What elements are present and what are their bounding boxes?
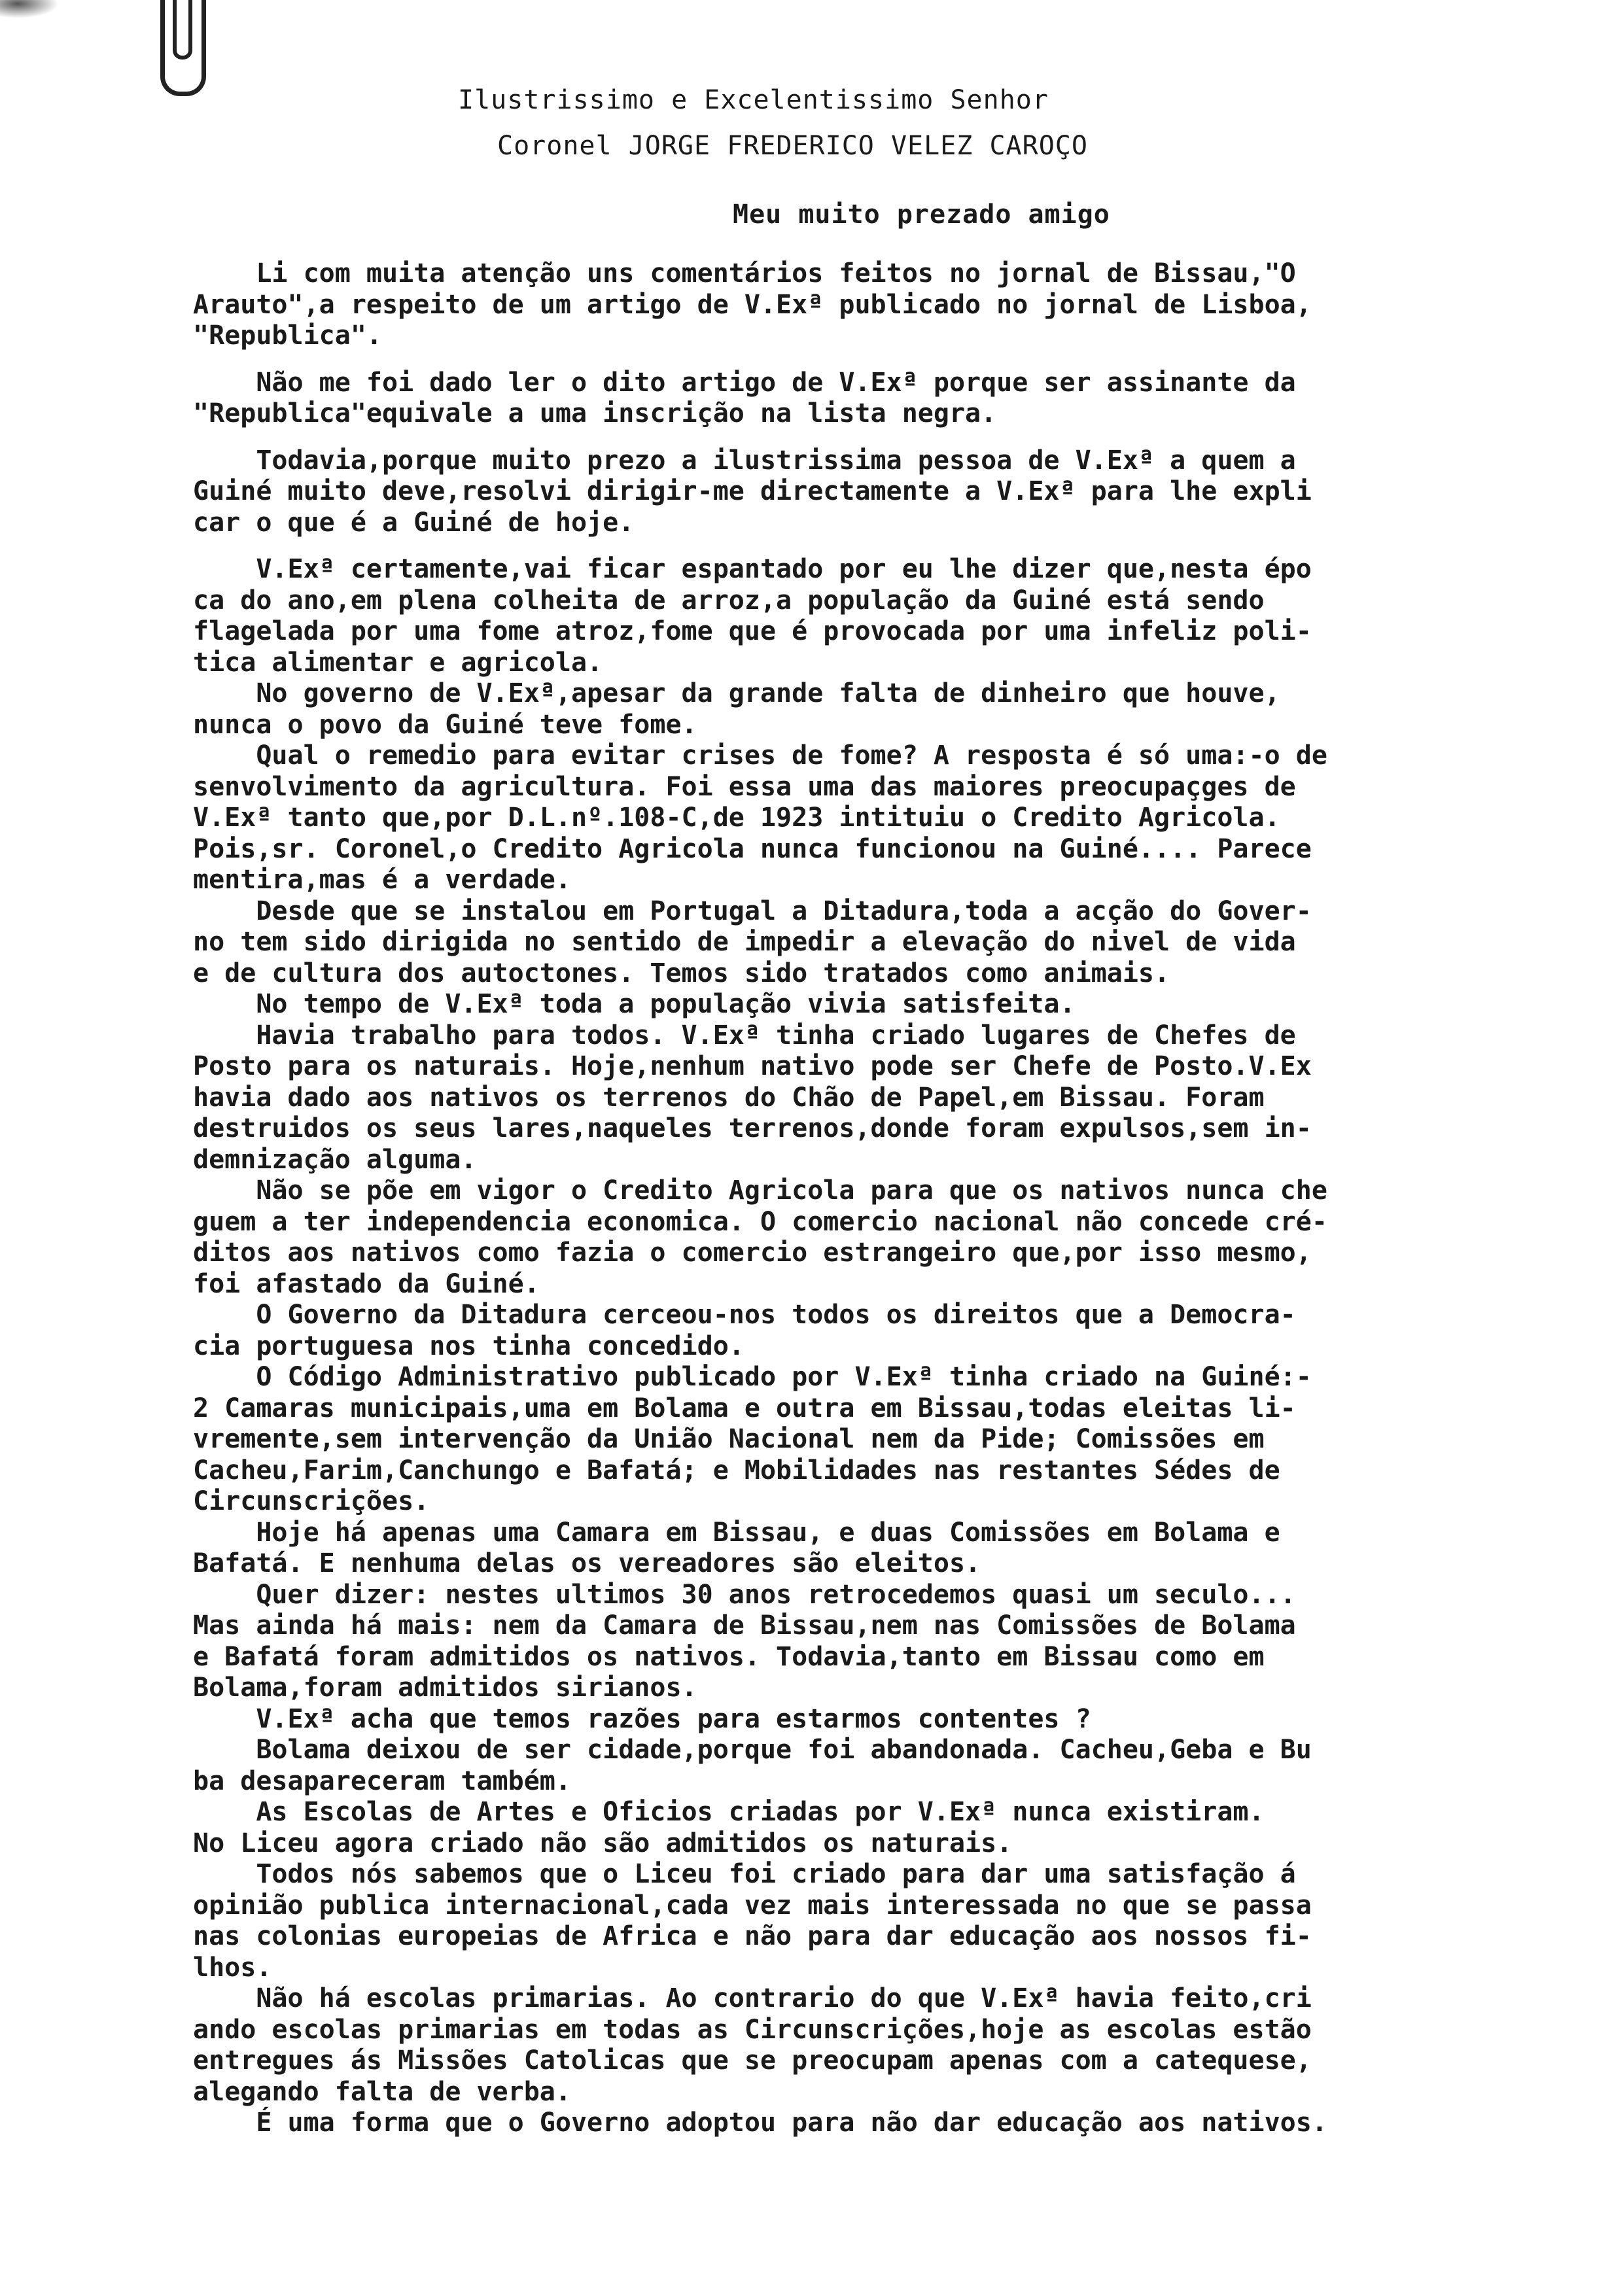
text-line: Não me foi dado ler o dito artigo de V.Exª porque ser assinante da xyxy=(193,367,1296,398)
text-line: e Bafatá foram admitidos os nativos. Todavia,tanto em Bissau como em xyxy=(193,1641,1265,1672)
text-line: ditos aos nativos como fazia o comercio estrangeiro que,por isso mesmo, xyxy=(193,1238,1312,1268)
text-line: No tempo de V.Exª toda a população vivia satisfeita. xyxy=(193,989,1076,1019)
letter-body xyxy=(193,258,1580,2139)
text-line: Bolama deixou de ser cidade,porque foi abandonada. Cacheu,Geba e Bu xyxy=(193,1735,1312,1765)
text-line: vremente,sem intervenção da União Nacional nem da Pide; Comissões em xyxy=(193,1424,1265,1454)
text-line: "Republica"equivale a uma inscrição na lista negra. xyxy=(193,398,997,428)
text-line: ca do ano,em plena colheita de arroz,a população da Guiné está sendo xyxy=(193,585,1265,616)
text-line: Quer dizer: nestes ultimos 30 anos retrocedemos quasi um seculo... xyxy=(193,1579,1296,1610)
paragraph xyxy=(193,740,1580,896)
text-line: ba desapareceram também. xyxy=(193,1765,571,1796)
text-line: ando escolas primarias em todas as Circunscrições,hoje as escolas estão xyxy=(193,2014,1312,2045)
text-line: alegando falta de verba. xyxy=(193,2076,571,2107)
text-line: Todavia,porque muito prezo a ilustrissima pessoa de V.Exª a quem a xyxy=(193,445,1296,476)
text-line: e de cultura dos autoctones. Temos sido tratados como animais. xyxy=(193,958,1170,988)
text-line: Não se põe em vigor o Credito Agricola para que os nativos nunca che xyxy=(193,1175,1327,1206)
text-line: destruidos os seus lares,naqueles terrenos,donde foram expulsos,sem in- xyxy=(193,1113,1312,1143)
greeting: Meu muito prezado amigo xyxy=(733,200,1110,230)
text-line: nas colonias europeias de Africa e não para dar educação aos nossos fi- xyxy=(193,1921,1312,1951)
text-line: Cacheu,Farim,Canchungo e Bafatá; e Mobilidades nas restantes Sédes de xyxy=(193,1455,1280,1486)
paragraph xyxy=(193,989,1580,1020)
text-line: 2 Camaras municipais,uma em Bolama e outra em Bissau,todas eleitas li- xyxy=(193,1393,1296,1423)
paragraph xyxy=(193,1020,1580,1176)
text-line: Li com muita atenção uns comentários feitos no jornal de Bissau,"O xyxy=(193,258,1296,288)
text-line: opinião publica internacional,cada vez mais interessada no que se passa xyxy=(193,1890,1312,1921)
text-line: Posto para os naturais. Hoje,nenhum nativo pode ser Chefe de Posto.V.Ex xyxy=(193,1051,1312,1081)
text-line: No Liceu agora criado não são admitidos os naturais. xyxy=(193,1828,1013,1858)
paper-clip-icon xyxy=(160,0,206,96)
paragraph xyxy=(193,1797,1580,1859)
text-line: foi afastado da Guiné. xyxy=(193,1268,540,1299)
text-line: Mas ainda há mais: nem da Camara de Bissau,nem nas Comissões de Bolama xyxy=(193,1610,1296,1641)
text-line: Não há escolas primarias. Ao contrario do que V.Exª havia feito,cri xyxy=(193,1983,1312,2013)
text-line: mentira,mas é a verdade. xyxy=(193,865,571,895)
text-line: Qual o remedio para evitar crises de fome? A resposta é só uma:-o de xyxy=(193,740,1327,771)
paragraph xyxy=(193,678,1580,740)
paragraph xyxy=(193,1300,1580,1362)
addressee: Coronel JORGE FREDERICO VELEZ CAROÇO xyxy=(497,131,1088,161)
paragraph xyxy=(193,1983,1580,2108)
text-line: V.Exª certamente,vai ficar espantado por eu lhe dizer que,nesta épo xyxy=(193,554,1312,584)
scan-smudge xyxy=(0,0,59,18)
text-line: guem a ter independencia economica. O comercio nacional não concede cré- xyxy=(193,1206,1327,1237)
paragraph xyxy=(193,1859,1580,1983)
text-line: Circunscrições. xyxy=(193,1486,430,1516)
text-line: No governo de V.Exª,apesar da grande falta de dinheiro que houve, xyxy=(193,678,1280,708)
text-line: havia dado aos nativos os terrenos do Chão de Papel,em Bissau. Foram xyxy=(193,1082,1265,1113)
paragraph xyxy=(193,1175,1580,1300)
text-line: As Escolas de Artes e Oficios criadas por V.Exª nunca existiram. xyxy=(193,1797,1265,1827)
text-line: cia portuguesa nos tinha concedido. xyxy=(193,1331,745,1361)
text-line: tica alimentar e agricola. xyxy=(193,647,603,678)
text-line: V.Exª acha que temos razões para estarmos contentes ? xyxy=(193,1703,1091,1734)
paragraph xyxy=(193,1518,1580,1580)
paragraph xyxy=(193,445,1580,539)
text-line: senvolvimento da agricultura. Foi essa uma das maiores preocupaçges de xyxy=(193,771,1296,802)
paragraph xyxy=(193,896,1580,990)
paragraph xyxy=(193,258,1580,352)
paragraph xyxy=(193,554,1580,678)
paragraph xyxy=(193,368,1580,430)
text-line: Havia trabalho para todos. V.Exª tinha criado lugares de Chefes de xyxy=(193,1020,1296,1051)
text-line: Todos nós sabemos que o Liceu foi criado para dar uma satisfação á xyxy=(193,1859,1296,1889)
text-line: V.Exª tanto que,por D.L.nº.108-C,de 1923 intituiu o Credito Agricola. xyxy=(193,803,1280,833)
paragraph xyxy=(193,1704,1580,1735)
paragraph xyxy=(193,1362,1580,1518)
text-line: "Republica". xyxy=(193,321,382,351)
text-line: flagelada por uma fome atroz,fome que é provocada por uma infeliz poli- xyxy=(193,616,1312,646)
text-line: Pois,sr. Coronel,o Credito Agricola nunca funcionou na Guiné.... Parece xyxy=(193,833,1312,864)
paragraph xyxy=(193,2108,1580,2139)
text-line: É uma forma que o Governo adoptou para não dar educação aos nativos. xyxy=(193,2108,1327,2138)
text-line: car o que é a Guiné de hoje. xyxy=(193,507,635,538)
paragraph xyxy=(193,1580,1580,1704)
text-line: Desde que se instalou em Portugal a Ditadura,toda a acção do Gover- xyxy=(193,896,1312,926)
text-line: demnização alguma. xyxy=(193,1144,477,1175)
text-line: Bolama,foram admitidos sirianos. xyxy=(193,1673,697,1703)
salutation: Ilustrissimo e Excelentissimo Senhor xyxy=(458,85,1049,115)
text-line: Bafatá. E nenhuma delas os vereadores são eleitos. xyxy=(193,1548,981,1578)
text-line: Arauto",a respeito de um artigo de V.Exª publicado no jornal de Lisboa, xyxy=(193,289,1312,320)
text-line: entregues ás Missões Catolicas que se preocupam apenas com a catequese, xyxy=(193,2045,1312,2076)
text-line: nunca o povo da Guiné teve fome. xyxy=(193,709,697,740)
text-line: O Governo da Ditadura cerceou-nos todos os direitos que a Democra- xyxy=(193,1300,1296,1330)
text-line: Hoje há apenas uma Camara em Bissau, e duas Comissões em Bolama e xyxy=(193,1517,1280,1548)
text-line: Guiné muito deve,resolvi dirigir-me directamente a V.Exª para lhe expli xyxy=(193,476,1312,506)
text-line: no tem sido dirigida no sentido de impedir a elevação do nivel de vida xyxy=(193,927,1296,957)
text-line: lhos. xyxy=(193,1952,272,1983)
paragraph xyxy=(193,1735,1580,1797)
text-line: O Código Administrativo publicado por V.Exª tinha criado na Guiné:- xyxy=(193,1362,1312,1392)
